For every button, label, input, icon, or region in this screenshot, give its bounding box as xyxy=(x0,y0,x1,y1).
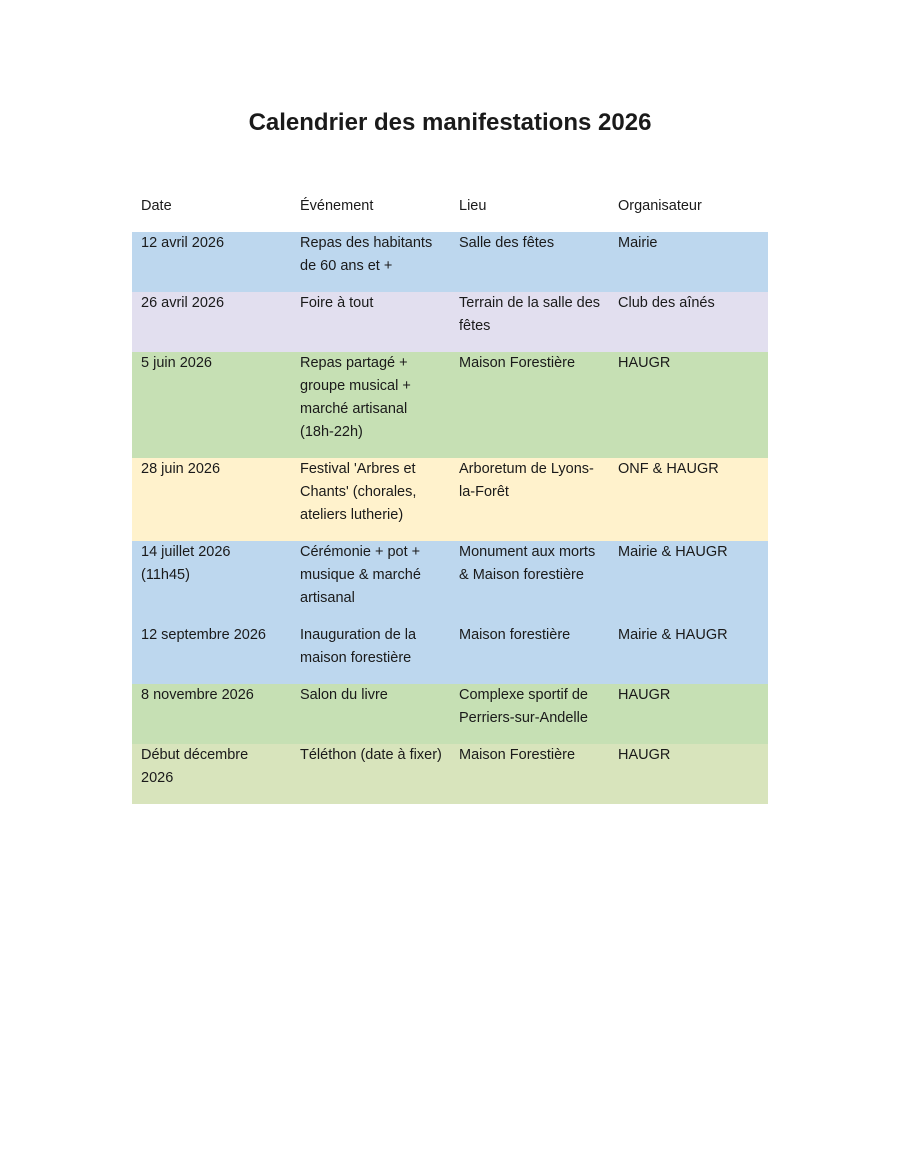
table-row xyxy=(132,624,768,684)
cell-event: Festival 'Arbres et Chants' (chorales, ateliers lutherie) xyxy=(300,461,417,523)
table-row xyxy=(132,352,768,458)
cell-place: Arboretum de Lyons-la-Forêt xyxy=(459,461,594,500)
cell-date: 26 avril 2026 xyxy=(141,295,225,311)
cell-organizer: Mairie & HAUGR xyxy=(618,544,728,560)
cell-date: 8 novembre 2026 xyxy=(141,687,254,703)
cell-place: Terrain de la salle des fêtes xyxy=(459,295,601,334)
table-row xyxy=(132,541,768,624)
cell-place: Salle des fêtes xyxy=(459,235,555,251)
cell-organizer: HAUGR xyxy=(618,355,671,371)
cell-date: 12 septembre 2026 xyxy=(141,627,266,643)
cell-place: Maison forestière xyxy=(459,627,571,643)
cell-event: Salon du livre xyxy=(300,687,388,703)
cell-place: Maison Forestière xyxy=(459,747,576,763)
cell-organizer: HAUGR xyxy=(618,747,671,763)
cell-date: 12 avril 2026 xyxy=(141,235,225,251)
header-event: Événement xyxy=(300,198,374,214)
cell-date: Début décembre 2026 xyxy=(141,747,249,786)
cell-event: Inauguration de la maison forestière xyxy=(300,627,417,666)
cell-event: Téléthon (date à fixer) xyxy=(300,747,442,763)
page-title: Calendrier des manifestations 2026 xyxy=(248,109,652,136)
table-row xyxy=(132,232,768,292)
cell-event: Repas partagé + groupe musical + marché artisanal (18h-22h) xyxy=(300,355,411,440)
cell-place: Maison Forestière xyxy=(459,355,576,371)
cell-date: 28 juin 2026 xyxy=(141,461,221,477)
header-place: Lieu xyxy=(459,198,487,214)
table-row xyxy=(132,744,768,804)
cell-organizer: Club des aînés xyxy=(618,295,715,311)
cell-event: Foire à tout xyxy=(300,295,374,311)
cell-event: Repas des habitants de 60 ans et + xyxy=(300,235,433,274)
header-organizer: Organisateur xyxy=(618,198,702,214)
table-row xyxy=(132,684,768,744)
cell-organizer: Mairie & HAUGR xyxy=(618,627,728,643)
table-row xyxy=(132,458,768,541)
cell-place: Complexe sportif de Perriers-sur-Andelle xyxy=(459,687,588,726)
cell-event: Cérémonie + pot + musique & marché artisanal xyxy=(300,544,421,606)
cell-place: Monument aux morts & Maison forestière xyxy=(459,544,596,583)
header-date: Date xyxy=(141,198,172,214)
cell-organizer: Mairie xyxy=(618,235,658,251)
cell-organizer: ONF & HAUGR xyxy=(618,461,719,477)
cell-date: 5 juin 2026 xyxy=(141,355,212,371)
table-header-row xyxy=(132,182,768,232)
cell-date: 14 juillet 2026 (11h45) xyxy=(141,544,231,583)
cell-organizer: HAUGR xyxy=(618,687,671,703)
events-table xyxy=(132,182,768,804)
table-row xyxy=(132,292,768,352)
